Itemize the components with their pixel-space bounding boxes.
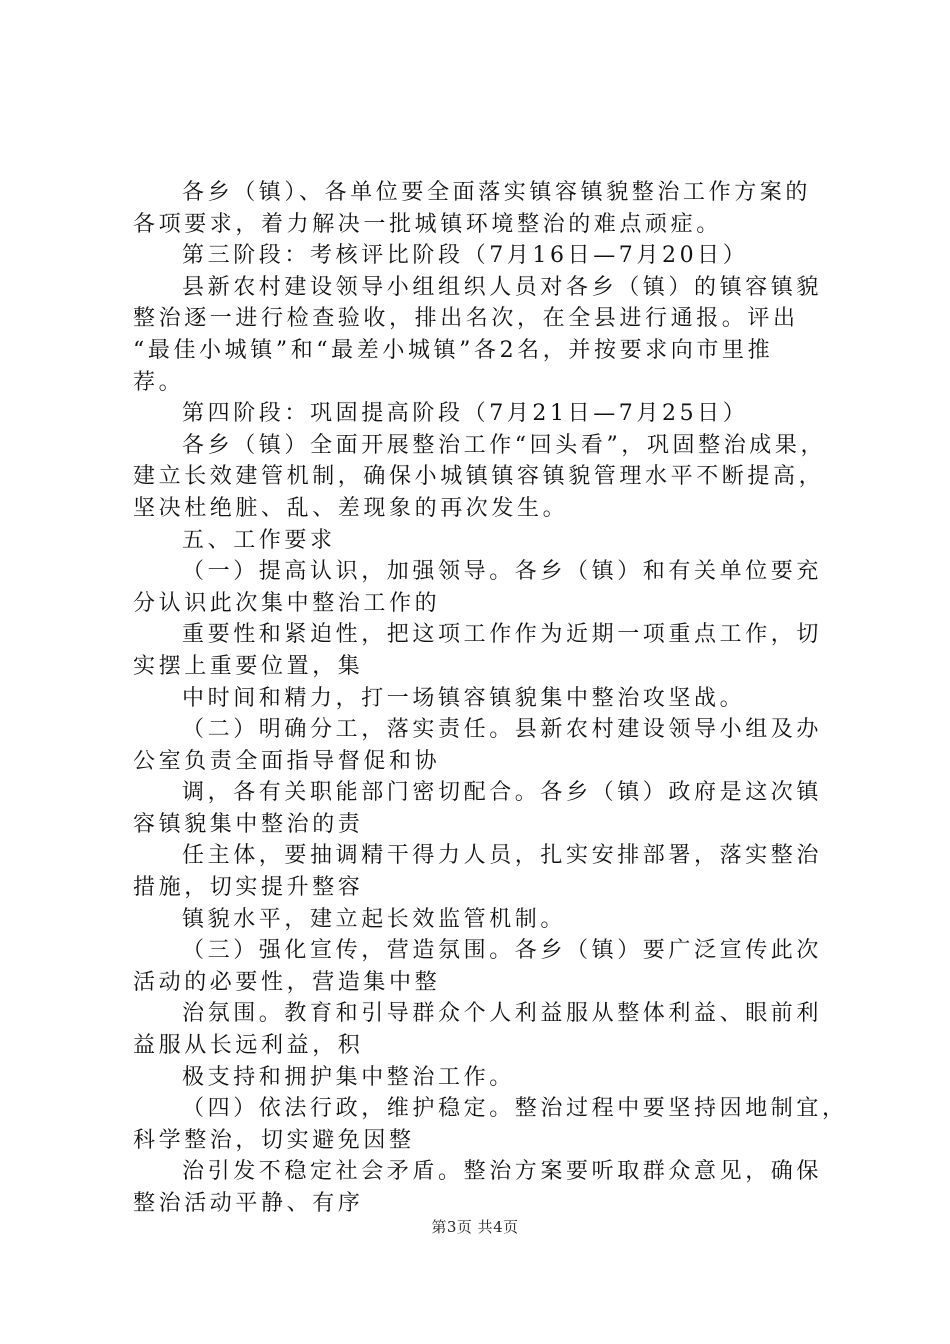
text-line: 镇貌水平，建立起长效监管机制。 xyxy=(182,906,567,932)
text-line: 任主体，要抽调精干得力人员，扎实安排部署，落实整治 xyxy=(182,843,823,869)
text-line: 治氛围。教育和引导群众个人利益服从整体利益、眼前利 xyxy=(182,1001,823,1027)
text-line: 益服从长远利益，积 xyxy=(133,1033,364,1059)
text-line: 第四阶段：巩固提高阶段（7月21日—7月25日） xyxy=(182,401,749,427)
text-line: 重要性和紧迫性，把这项工作作为近期一项重点工作，切 xyxy=(182,622,823,648)
text-line: 建立长效建管机制，确保小城镇镇容镇貌管理水平不断提高， xyxy=(133,464,825,490)
text-line: 措施，切实提升整容 xyxy=(133,875,364,901)
text-line: 调，各有关职能部门密切配合。各乡（镇）政府是这次镇 xyxy=(182,780,823,806)
text-line: 中时间和精力，打一场镇容镇貌集中整治攻坚战。 xyxy=(182,685,746,711)
text-line: 第三阶段：考核评比阶段（7月16日—7月20日） xyxy=(182,243,749,269)
text-line: 科学整治，切实避免因整 xyxy=(133,1127,415,1153)
page-footer: 第3页 共4页 xyxy=(431,1218,519,1236)
text-line: 容镇貌集中整治的责 xyxy=(133,811,364,837)
text-line: 分认识此次集中整治工作的 xyxy=(133,590,441,616)
text-line: 各乡（镇）、各单位要全面落实镇容镇貌整治工作方案的 xyxy=(182,180,812,205)
text-line: 极支持和拥护集中整治工作。 xyxy=(182,1064,515,1090)
text-line: 整治活动平静、有序 xyxy=(133,1191,364,1216)
text-line: （一）提高认识，加强领导。各乡（镇）和有关单位要充 xyxy=(182,559,823,585)
text-line: 荐。 xyxy=(133,369,185,395)
text-line: 公室负责全面指导督促和协 xyxy=(133,748,441,774)
document-body xyxy=(133,177,848,1220)
text-line: “最佳小城镇”和“最差小城镇”各2名，并按要求向市里推 xyxy=(133,337,774,363)
text-line: 县新农村建设领导小组组织人员对各乡（镇）的镇容镇貌 xyxy=(182,274,823,300)
text-line: 各项要求，着力解决一批城镇环境整治的难点顽症。 xyxy=(133,211,722,237)
text-line: 各乡（镇）全面开展整治工作“回头看”，巩固整治成果， xyxy=(182,432,827,458)
text-line: 实摆上重要位置，集 xyxy=(133,653,364,679)
text-line: 活动的必要性，营造集中整 xyxy=(133,969,441,995)
text-line: （二）明确分工，落实责任。县新农村建设领导小组及办 xyxy=(182,717,823,743)
text-line: （三）强化宣传，营造氛围。各乡（镇）要广泛宣传此次 xyxy=(182,938,823,964)
text-line: 治引发不稳定社会矛盾。整治方案要听取群众意见，确保 xyxy=(182,1159,823,1185)
text-line: 坚决杜绝脏、乱、差现象的再次发生。 xyxy=(133,495,569,521)
text-line: 五、工作要求 xyxy=(182,527,336,553)
text-line: （四）依法行政，维护稳定。整治过程中要坚持因地制宜， xyxy=(182,1096,848,1122)
text-line: 整治逐一进行检查验收，排出名次，在全县进行通报。评出 xyxy=(133,306,799,332)
